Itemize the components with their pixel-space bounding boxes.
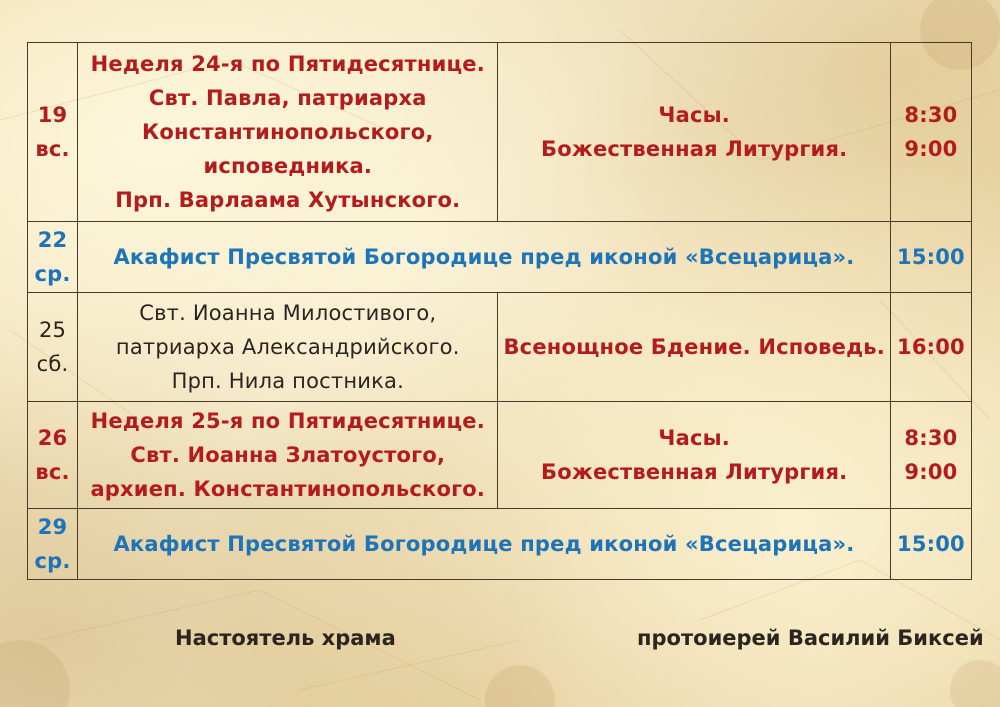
feast-line: Прп. Нила постника.: [171, 369, 404, 393]
schedule-row: [28, 43, 972, 222]
time-cell: [890, 402, 971, 509]
date-cell: [28, 222, 78, 293]
date-cell: [28, 43, 78, 222]
feast-line: Свт. Иоанна Милостивого,: [139, 301, 437, 325]
time-value: 8:30: [904, 103, 958, 127]
rector-title: Настоятель храма: [175, 626, 396, 650]
service-line: Божественная Литургия.: [541, 137, 848, 161]
date-day: 22: [37, 228, 68, 252]
time-value: 9:00: [904, 460, 958, 484]
rector-name: протоиерей Василий Биксей: [637, 626, 984, 650]
date-cell: [28, 293, 78, 402]
date-cell: [28, 509, 78, 580]
feast-line: Свт. Иоанна Златоустого,: [130, 443, 446, 467]
schedule-table: [27, 42, 972, 580]
feast-line: Неделя 25-я по Пятидесятнице.: [90, 409, 485, 433]
feast-line: Прп. Варлаама Хутынского.: [115, 188, 461, 212]
schedule-row: [28, 293, 972, 402]
time-value: 8:30: [904, 426, 958, 450]
service-cell: Всенощное Бдение. Исповедь.: [498, 293, 890, 402]
feast-line: Константинопольского,: [142, 120, 434, 144]
service-line: Часы.: [658, 426, 730, 450]
schedule-row: [28, 402, 972, 509]
feast-cell: [78, 402, 498, 509]
date-cell: [28, 402, 78, 509]
feast-line: Свт. Павла, патриарха: [148, 86, 427, 110]
service-cell: [498, 43, 890, 222]
service-cell: [498, 402, 890, 509]
date-day: 25: [38, 318, 67, 342]
schedule-row: [28, 222, 972, 293]
date-weekday: ср.: [34, 262, 71, 286]
date-weekday: вс.: [35, 137, 70, 161]
feast-line: архиеп. Константинопольского.: [90, 477, 486, 501]
feast-line: патриарха Александрийского.: [115, 335, 460, 359]
feast-cell: [78, 43, 498, 222]
service-line: Часы.: [658, 103, 730, 127]
feast-cell: [78, 293, 498, 402]
service-cell: Акафист Пресвятой Богородице пред иконой «Всецарица».: [78, 222, 891, 293]
time-value: 9:00: [904, 137, 958, 161]
time-value: 15:00: [890, 509, 971, 580]
time-value: 15:00: [890, 222, 971, 293]
date-weekday: ср.: [34, 549, 71, 573]
time-value: 16:00: [890, 293, 971, 402]
schedule-row: [28, 509, 972, 580]
service-cell: Акафист Пресвятой Богородице пред иконой «Всецарица».: [78, 509, 891, 580]
feast-line: Неделя 24-я по Пятидесятнице.: [90, 52, 485, 76]
date-day: 29: [37, 515, 68, 539]
feast-line: исповедника.: [203, 154, 373, 178]
time-cell: [890, 43, 971, 222]
date-day: 26: [37, 426, 68, 450]
service-line: Божественная Литургия.: [541, 460, 848, 484]
date-weekday: вс.: [35, 460, 70, 484]
date-weekday: сб.: [36, 352, 69, 376]
date-day: 19: [37, 103, 68, 127]
